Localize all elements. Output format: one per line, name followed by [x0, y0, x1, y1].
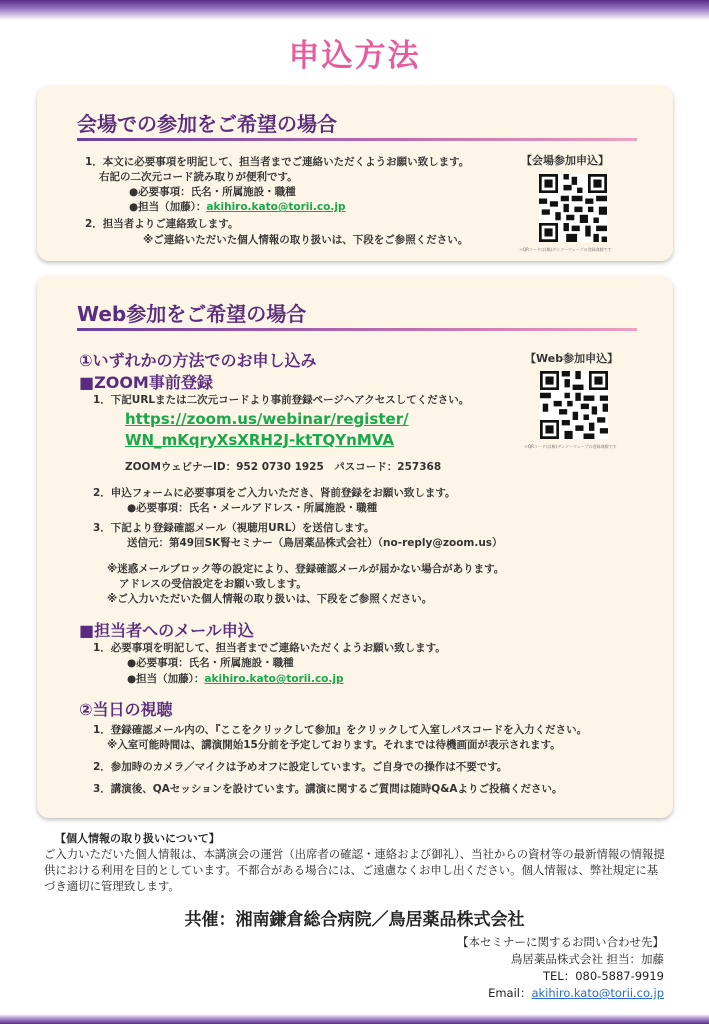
contact-email-link[interactable]: akihiro.kato@torii.co.jp [531, 986, 664, 1000]
contact-company: 鳥居薬品株式会社 担当：加藤 [510, 952, 664, 966]
spam-warning: ※迷惑メールブロック等の設定により、登録確認メールが届かない場合があります。 [107, 563, 505, 575]
zoom-sender: 送信元：第49回SK腎セミナー（鳥居薬品株式会社）（no-reply@zoom.us） [127, 537, 503, 549]
venue-step-2: 2．担当者よりご連絡致します。 [85, 218, 239, 230]
zoom-step-1: 1．下記URLまたは二次元コードより事前登録ページへアクセスしてください。 [93, 394, 470, 406]
venue-card [37, 86, 673, 261]
web-qr-label: 【Web参加申込】 [525, 352, 619, 365]
mail-required-items: ●必要事項：氏名・所属施設・職種 [127, 657, 294, 669]
day-step-1-note: ※入室可能時間は、講演開始15分前を予定しております。それまでは待機画面が表示されます。 [107, 739, 561, 751]
contact-heading: 【本セミナーに関するお問い合わせ先】 [457, 935, 664, 949]
day-step-2: 2．参加時のカメラ／マイクは予めオフに設定しています。ご自身での操作は不要です。 [93, 761, 508, 773]
web-email-link[interactable]: akihiro.kato@torii.co.jp [204, 673, 344, 685]
zoom-required-items: ●必要事項：氏名・メールアドレス・所属施設・職種 [127, 502, 378, 514]
venue-contact-person: ●担当（加藤）：akihiro.kato@torii.co.jp [129, 201, 346, 213]
spam-warning-2: アドレスの受信設定をお願い致します。 [119, 578, 307, 590]
webinar-id: ZOOMウェビナーID：952 0730 1925 パスコード：257368 [125, 461, 442, 473]
sponsor-line: 共催：湘南鎌倉総合病院／鳥居薬品株式会社 [184, 910, 525, 930]
venue-qr-trademark-note: ＊QRコードは(株)デンソーウェーブの登録商標です [519, 247, 612, 252]
bottom-gradient-bar [0, 1014, 709, 1024]
venue-heading-underline [77, 138, 637, 141]
venue-qr-code-icon[interactable] [539, 174, 607, 242]
zoom-section-title: ■ZOOM事前登録 [79, 373, 213, 392]
venue-privacy-note: ※ご連絡いただいた個人情報の取り扱いは、下段をご参照ください。 [143, 234, 469, 246]
zoom-url-line-1[interactable]: https://zoom.us/webinar/register/ [125, 410, 409, 428]
zoom-step-3: 3．下記より登録確認メール（視聴用URL）を送信します。 [93, 522, 375, 534]
contact-email: Email：akihiro.kato@torii.co.jp [488, 986, 664, 1000]
privacy-body: ご入力いただいた個人情報は、本講演会の運営（出席者の確認・連絡および御礼）、当社からの資材等の最新情報の情報提供における利用を目的としています。不都合がある場合には、ご遠慮なくお申し出ください。個人情報は、弊社規定に基づき適切に管理致します。 [44, 847, 665, 893]
day-step-1: 1．登録確認メール内の、『ここをクリックして参加』をクリックして入室しパスコードを入力ください。 [93, 724, 588, 736]
web-heading: Web参加をご希望の場合 [77, 302, 307, 326]
top-gradient-bar [0, 0, 709, 20]
day-section-title: ②当日の視聴 [79, 700, 173, 719]
web-privacy-note: ※ご入力いただいた個人情報の取り扱いは、下段をご参照ください。 [107, 593, 433, 605]
venue-email-link[interactable]: akihiro.kato@torii.co.jp [206, 201, 346, 213]
venue-step-1b: 右記の二次元コード読み取りが便利です。 [99, 171, 298, 183]
mail-contact-person: ●担当（加藤）：akihiro.kato@torii.co.jp [127, 673, 344, 685]
zoom-url-line-2[interactable]: WN_mKqryXsXRH2J-ktTQYnMVA [125, 431, 394, 449]
zoom-step-2: 2．申込フォームに必要事項をご入力いただき、肾前登録をお願い致します。 [93, 487, 456, 499]
privacy-title: 【個人情報の取り扱いについて】 [55, 832, 220, 845]
web-qr-trademark-note: ＊QRコードは(株)デンソーウェーブの登録商標です [524, 444, 617, 449]
contact-tel: TEL：080-5887-9919 [543, 969, 664, 983]
web-heading-underline [77, 328, 637, 331]
web-card [37, 276, 673, 818]
day-step-3: 3．講演後、QAセッションを設けています。講演に関するご質問は随時Q&Aよりご投稿ください。 [93, 783, 563, 795]
mail-section-title: ■担当者へのメール申込 [79, 621, 254, 640]
venue-step-1: 1．本文に必要事項を明記して、担当者までご連絡いただくようお願い致します。 [85, 156, 470, 168]
mail-step-1: 1．必要事項を明記して、担当者までご連絡いただくようお願い致します。 [93, 642, 446, 654]
venue-required-items: ●必要事項：氏名・所属施設・職種 [129, 186, 296, 198]
method-title: ①いずれかの方法でのお申し込み [79, 351, 317, 370]
page-title: 申込方法 [288, 38, 421, 74]
web-qr-code-icon[interactable] [540, 371, 608, 439]
venue-qr-label: 【会場参加申込】 [521, 154, 609, 167]
venue-heading: 会場での参加をご希望の場合 [77, 112, 337, 136]
